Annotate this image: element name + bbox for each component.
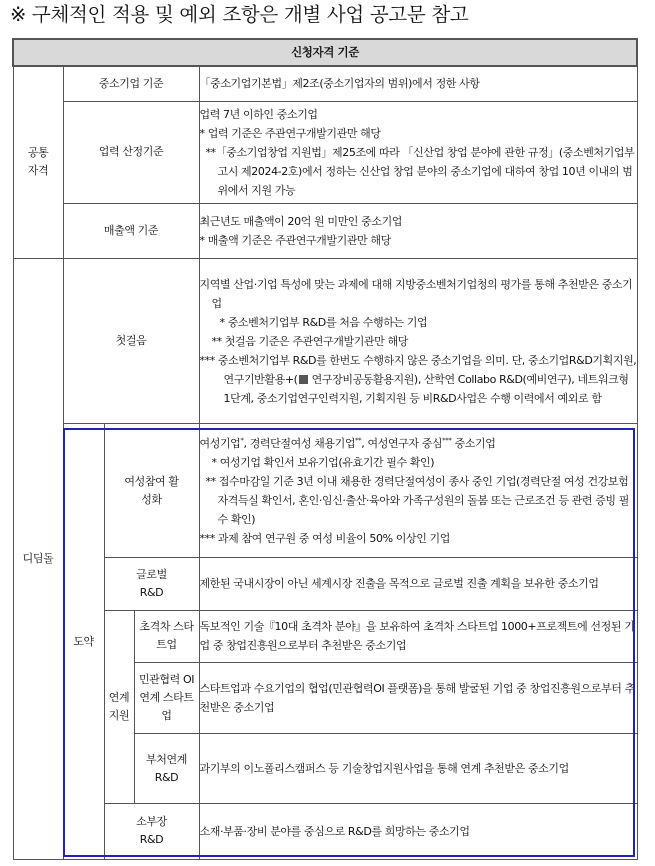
- ministry-linked-text: 과기부의 이노폴리스캠퍼스 등 기술창업지원사업을 통해 연계 추천받은 중소기업: [199, 734, 637, 803]
- leap-label: 도약: [63, 424, 104, 860]
- sobujang-text: 소재·부품·장비 분야를 중심으로 R&D를 희망하는 중소기업: [199, 803, 637, 859]
- first-step-text: 지역별 산업·기업 특성에 맞는 과제에 대해 지방중소벤처기업청의 평가를 통해 추천받은 중소기업 * 중소벤처기업부 R&D를 처음 수행하는 기업 ** 첫걸음 기준은 주관연구개발기관만 해당 *** 중소벤처기업부 R&D를 한번도 수행하지 않은 중소기업을 의미. 단, 중소기업R&D기획지원, 연구기반활용+( 연구장비공동활용지원), 산학연 Collabo R&D(예비연구), 네트워크형 1단계, 중소기업연구인력지원, 기획지원 등 비R&D사업은 수행 이력에서 예외로 함: [199, 258, 637, 423]
- notice-heading: ※ 구체적인 적용 및 예외 조항은 개별 사업 공고문 참고: [10, 3, 469, 26]
- sme-criteria-text: 「중소기업기본법」제2조(중소기업자의 범위)에서 정한 사항: [199, 66, 637, 102]
- sales-criteria-label: 매출액 기준: [63, 203, 199, 258]
- sobujang-label: 소부장 R&D: [104, 803, 199, 859]
- ministry-linked-label: 부처연계 R&D: [134, 734, 199, 803]
- sme-criteria-label: 중소기업 기준: [63, 66, 199, 102]
- table-row: [13, 424, 637, 558]
- open-innovation-label: 민관협력 OI연계 스타트업: [134, 662, 199, 733]
- eligibility-table: [12, 38, 638, 860]
- global-rnd-label: 글로벌 R&D: [104, 557, 199, 610]
- document-icon: [299, 375, 308, 384]
- sales-criteria-text: 최근년도 매출액이 20억 원 미만인 중소기업 * 매출액 기준은 주관연구개발기관만 해당: [199, 203, 637, 258]
- common-qualification-label: 공통 자격: [13, 66, 63, 259]
- table-row: [13, 610, 637, 662]
- superscaleup-label: 초격차 스타트업: [134, 610, 199, 662]
- superscaleup-text: 독보적인 기술『10대 초격차 분야』을 보유하여 초격차 스타트업 1000+프로젝트에 선정된 기업 중 창업진흥원으로부터 추천받은 중소기업: [199, 610, 637, 662]
- table-title: 신청자격 기준: [13, 39, 637, 66]
- women-participation-text: 여성기업*, 경력단절여성 채용기업**, 여성연구자 중심*** 중소기업 * 여성기업 확인서 보유기업(유효기간 필수 확인) ** 접수마감일 기준 3년 이내 채용한 경력단절여성이 종사 중인 기업(경력단절 여성 건강보험 자격득실 확인서, 혼인·임신·출산·육아와 가족구성원의 돌봄 또는 근로조건 등 관련 증빙 필수 확인) *** 과제 참여 연구원 중 여성 비율이 50% 이상인 기업: [199, 424, 637, 558]
- table-row: [13, 803, 637, 859]
- table-row: [13, 557, 637, 610]
- years-criteria-text: 업력 7년 이하인 중소기업 * 업력 기준은 주관연구개발기관만 해당 **「중소기업창업 지원법」제25조에 따라 「신산업 창업 분야에 관한 규정」(중소벤처기업부고시 제2024-2호)에서 정하는 신산업 창업 분야의 중소기업에 대하여 창업 10년 이내의 범위에서 지원 가능: [199, 101, 637, 203]
- stepping-stone-label: 디딤돌: [13, 258, 63, 859]
- women-participation-label: 여성참여 활성화: [104, 424, 199, 558]
- table-row: [13, 203, 637, 258]
- years-criteria-label: 업력 산정기준: [63, 101, 199, 203]
- table-row: [13, 258, 637, 423]
- table-row: [13, 66, 637, 102]
- global-rnd-text: 제한된 국내시장이 아닌 세계시장 진출을 목적으로 글로벌 진출 계획을 보유한 중소기업: [199, 557, 637, 610]
- first-step-label: 첫걸음: [63, 258, 199, 423]
- linked-support-label: 연계 지원: [104, 610, 134, 803]
- table-row: [13, 101, 637, 203]
- open-innovation-text: 스타트업과 수요기업의 협업(민관협력OI 플랫폼)을 통해 발굴된 기업 중 창업진흥원으로부터 추천받은 중소기업: [199, 662, 637, 733]
